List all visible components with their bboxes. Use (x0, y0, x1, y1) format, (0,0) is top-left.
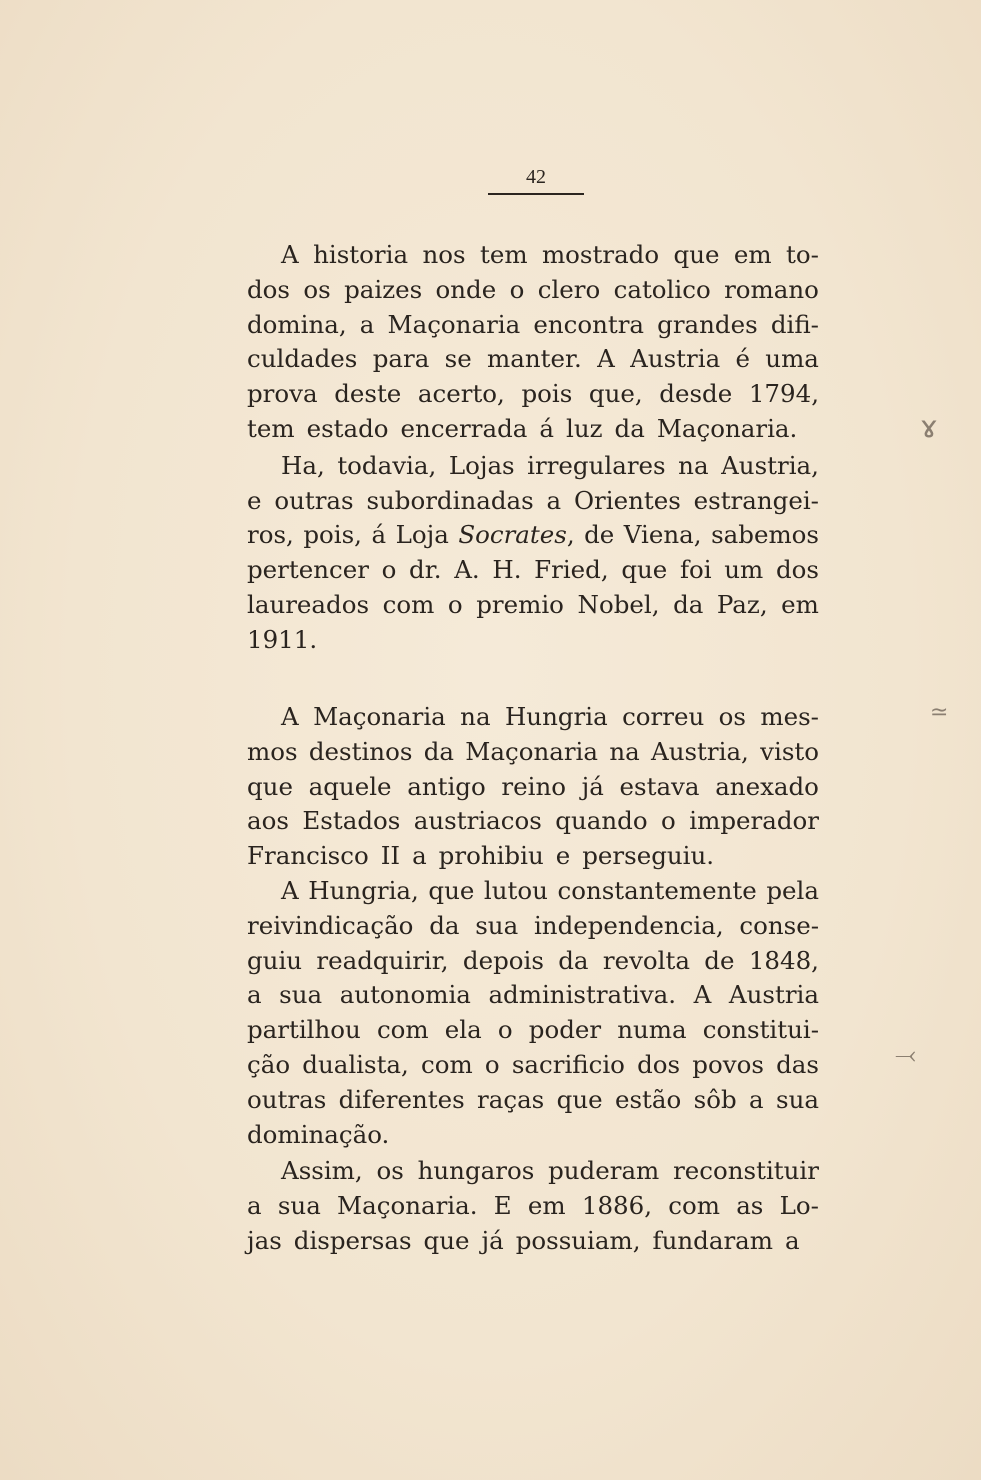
text-line: ros, pois, á Loja Socrates, de Viena, sabemos (247, 520, 819, 550)
text-line: A Hungria, que lutou constantemente pela (281, 876, 819, 905)
text-line: tem estado encerrada á luz da Maçonaria. (247, 413, 798, 443)
text-line: jas dispersas que já possuiam, fundaram a (247, 1225, 800, 1255)
text-line: culdades para se manter. A Austria é uma (247, 344, 819, 374)
text-line: e outras subordinadas a Orientes estrangei- (247, 485, 819, 515)
text-line: 1911. (247, 624, 318, 654)
paragraph (247, 1154, 819, 1258)
paragraph (247, 874, 819, 1152)
text-line: que aquele antigo reino já estava anexado (247, 771, 819, 801)
text-line: aos Estados austriacos quando o imperador (247, 806, 819, 836)
text-line: ção dualista, com o sacrificio dos povos das (247, 1049, 819, 1079)
text-line: A Maçonaria na Hungria correu os mes- (281, 702, 819, 731)
text-line: mos destinos da Maçonaria na Austria, visto (247, 736, 819, 766)
text-line: partilhou com ela o poder numa constitui- (247, 1015, 819, 1045)
paragraph (247, 700, 819, 874)
text-line: Francisco II a prohibiu e perseguiu. (247, 841, 715, 871)
text-line: laureados com o premio Nobel, da Paz, em (247, 589, 819, 619)
text-line: domina, a Maçonaria encontra grandes difi- (247, 309, 819, 339)
text-line: guiu readquirir, depois da revolta de 1848, (247, 945, 819, 975)
text-line: outras diferentes raças que estão sôb a sua (247, 1084, 819, 1114)
text-line: Assim, os hungaros puderam reconstituir (281, 1156, 819, 1185)
paragraph (247, 449, 819, 658)
paragraph (247, 238, 819, 447)
text-line: reivindicação da sua independencia, conse- (247, 910, 819, 940)
text-line: pertencer o dr. A. H. Fried, que foi um dos (247, 555, 819, 585)
text-line: dominação. (247, 1119, 390, 1149)
text-line: A historia nos tem mostrado que em to- (281, 240, 819, 269)
text-line: prova deste acerto, pois que, desde 1794, (247, 379, 819, 409)
margin-mark: ⤙ (895, 1040, 916, 1070)
page-number: 42 (526, 166, 546, 188)
margin-mark: ≃ (930, 700, 949, 725)
text-line: a sua Maçonaria. E em 1886, com as Lo- (247, 1190, 819, 1220)
text-line: dos os paizes onde o clero catolico romano (247, 274, 819, 304)
page-number-rule (488, 193, 584, 195)
margin-mark: ɤ (920, 410, 938, 445)
text-line: Ha, todavia, Lojas irregulares na Austria, (281, 450, 819, 480)
text-line: a sua autonomia administrativa. A Austria (247, 980, 819, 1010)
